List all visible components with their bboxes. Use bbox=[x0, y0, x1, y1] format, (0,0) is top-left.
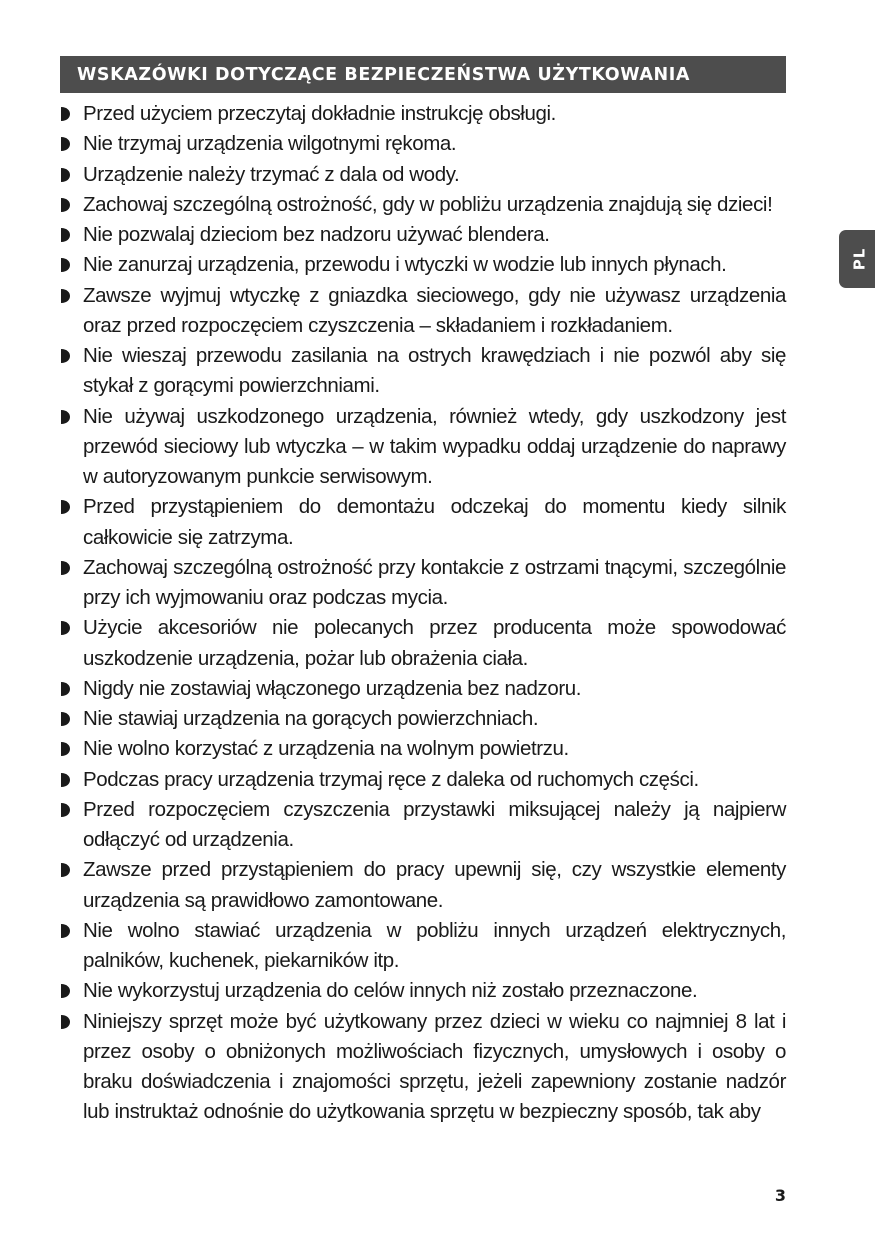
list-item bbox=[60, 160, 786, 190]
list-item bbox=[60, 99, 786, 129]
list-item bbox=[60, 1007, 786, 1128]
list-item-text: Urządzenie należy trzymać z dala od wody. bbox=[83, 162, 460, 186]
half-circle-bullet-icon bbox=[61, 773, 70, 787]
list-item-text: Zawsze wyjmuj wtyczkę z gniazdka sieciowego, gdy nie używasz urządzenia oraz przed rozpoczęciem czyszczenia – składaniem i rozkładaniem. bbox=[83, 283, 786, 337]
list-item bbox=[60, 916, 786, 977]
list-item bbox=[60, 190, 786, 220]
list-item bbox=[60, 704, 786, 734]
list-item-text: Zachowaj szczególną ostrożność, gdy w pobliżu urządzenia znajdują się dzieci! bbox=[83, 192, 773, 216]
list-item-text: Użycie akcesoriów nie polecanych przez producenta może spowodować uszkodzenie urządzenia, pożar lub obrażenia ciała. bbox=[83, 616, 786, 670]
language-tab-label: PL bbox=[850, 247, 868, 271]
section-header-bar bbox=[60, 56, 786, 93]
list-item-text: Nie trzymaj urządzenia wilgotnymi rękoma. bbox=[83, 132, 457, 156]
list-item-text: Nie wolno stawiać urządzenia w pobliżu innych urządzeń elektrycznych, palników, kuchenek, piekarników itp. bbox=[83, 918, 786, 972]
safety-instructions-list bbox=[60, 99, 786, 1128]
list-item bbox=[60, 795, 786, 856]
list-item bbox=[60, 553, 786, 614]
list-item bbox=[60, 674, 786, 704]
list-item bbox=[60, 402, 786, 493]
list-item-text: Przed użyciem przeczytaj dokładnie instrukcję obsługi. bbox=[83, 102, 556, 125]
section-title: WSKAZÓWKI DOTYCZĄCE BEZPIECZEŃSTWA UŻYTKOWANIA bbox=[77, 64, 691, 85]
half-circle-bullet-icon bbox=[61, 168, 70, 182]
list-item-text: Przed rozpoczęciem czyszczenia przystawki miksującej należy ją najpierw odłączyć od urządzenia. bbox=[83, 797, 786, 851]
half-circle-bullet-icon bbox=[61, 410, 70, 424]
list-item-text: Nie stawiaj urządzenia na gorących powierzchniach. bbox=[83, 707, 539, 730]
list-item bbox=[60, 765, 786, 795]
list-item-text: Nie pozwalaj dzieciom bez nadzoru używać blendera. bbox=[83, 223, 550, 246]
list-item bbox=[60, 613, 786, 674]
list-item bbox=[60, 129, 786, 159]
list-item-text: Nigdy nie zostawiaj włączonego urządzenia bez nadzoru. bbox=[83, 676, 582, 700]
half-circle-bullet-icon bbox=[61, 349, 70, 363]
list-item-text: Nie wolno korzystać z urządzenia na wolnym powietrzu. bbox=[83, 737, 569, 761]
half-circle-bullet-icon bbox=[61, 289, 70, 303]
half-circle-bullet-icon bbox=[61, 137, 70, 151]
half-circle-bullet-icon bbox=[61, 863, 70, 877]
list-item-text: Podczas pracy urządzenia trzymaj ręce z daleka od ruchomych części. bbox=[83, 767, 699, 791]
list-item-text: Nie wieszaj przewodu zasilania na ostrych krawędziach i nie pozwól aby się stykał z gorącymi powierzchniami. bbox=[83, 344, 786, 398]
list-item-text: Nie wykorzystuj urządzenia do celów innych niż zostało przeznaczone. bbox=[83, 979, 698, 1003]
list-item bbox=[60, 734, 786, 764]
list-item-text: Przed przystąpieniem do demontażu odczekaj do momentu kiedy silnik całkowicie się zatrzyma. bbox=[83, 495, 786, 549]
list-item-text: Zachowaj szczególną ostrożność przy kontakcie z ostrzami tnącymi, szczególnie przy ich wyjmowaniu oraz podczas mycia. bbox=[83, 555, 786, 609]
half-circle-bullet-icon bbox=[61, 228, 70, 242]
half-circle-bullet-icon bbox=[61, 500, 70, 514]
half-circle-bullet-icon bbox=[61, 1015, 70, 1029]
list-item bbox=[60, 220, 786, 250]
list-item-text: Niniejszy sprzęt może być użytkowany przez dzieci w wieku co najmniej 8 lat i przez osoby o obniżonych możliwościach fizycznych, umysłowych i osoby o braku doświadczenia i znajomości sprzętu, jeżeli zapewniony zostanie nadzór lub instruktaż odnośnie do użytkowania sprzętu w bezpieczny sposób, tak aby bbox=[83, 1009, 786, 1124]
half-circle-bullet-icon bbox=[61, 742, 70, 756]
half-circle-bullet-icon bbox=[61, 984, 70, 998]
list-item bbox=[60, 341, 786, 402]
list-item bbox=[60, 976, 786, 1006]
half-circle-bullet-icon bbox=[61, 621, 70, 635]
language-tab bbox=[839, 230, 875, 288]
list-item bbox=[60, 492, 786, 553]
half-circle-bullet-icon bbox=[61, 561, 70, 575]
list-item-text: Zawsze przed przystąpieniem do pracy upewnij się, czy wszystkie elementy urządzenia są prawidłowo zamontowane. bbox=[83, 858, 786, 912]
page-number: 3 bbox=[774, 1186, 786, 1205]
half-circle-bullet-icon bbox=[61, 682, 70, 696]
half-circle-bullet-icon bbox=[61, 803, 70, 817]
half-circle-bullet-icon bbox=[61, 924, 70, 938]
list-item-text: Nie zanurzaj urządzenia, przewodu i wtyczki w wodzie lub innych płynach. bbox=[83, 253, 727, 277]
list-item bbox=[60, 281, 786, 342]
half-circle-bullet-icon bbox=[61, 198, 70, 212]
list-item-text: Nie używaj uszkodzonego urządzenia, również wtedy, gdy uszkodzony jest przewód sieciowy lub wtyczka – w takim wypadku oddaj urządzenie do naprawy w autoryzowanym punkcie serwisowym. bbox=[83, 404, 786, 488]
half-circle-bullet-icon bbox=[61, 107, 70, 121]
half-circle-bullet-icon bbox=[61, 258, 70, 272]
half-circle-bullet-icon bbox=[61, 712, 70, 726]
list-item bbox=[60, 855, 786, 916]
list-item bbox=[60, 250, 786, 280]
